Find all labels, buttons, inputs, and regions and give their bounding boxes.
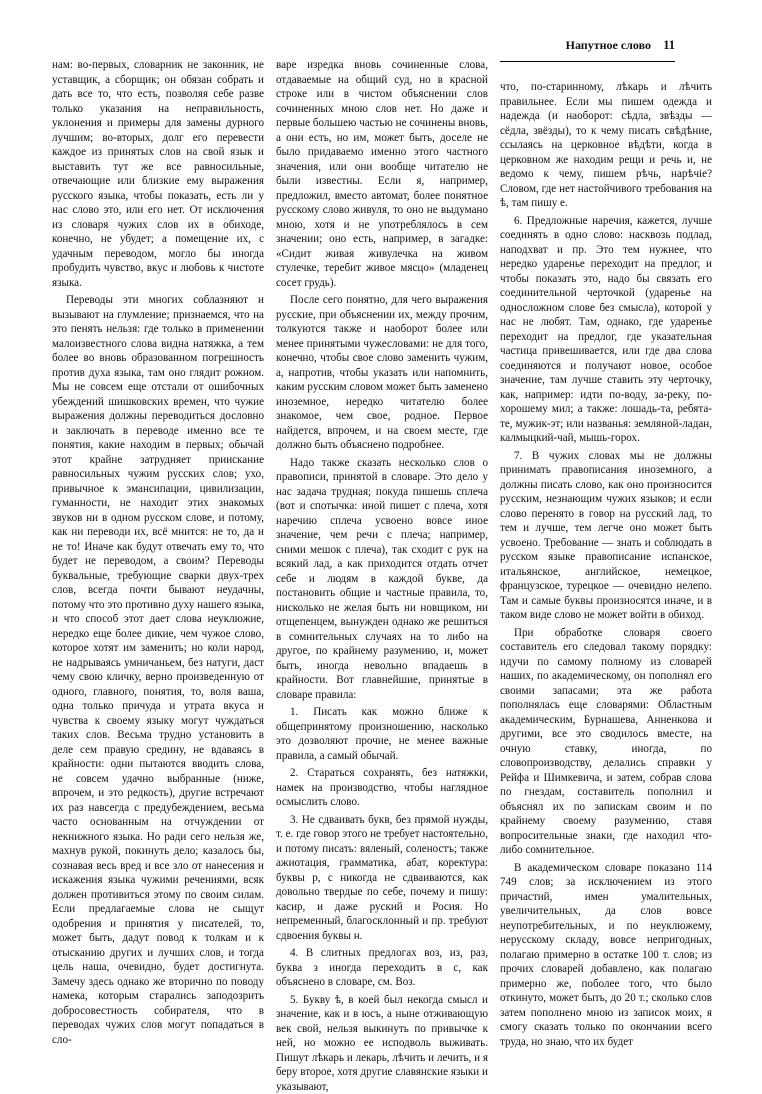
running-title: Напутное слово [566, 38, 651, 53]
paragraph: нам: во-первых, словарник не законник, не уставщик, а сборщик; он обязан собрать и дать все то, что есть, позволяя себе разве только указания на неправильность, уклонения и примеры для замены дурного лучшим; во-вторых, долг его перевести каждое из принятых слов на свой язык и выставить тут же все равносильные, отвечающие или близкие ему выражения русского языка, чтобы показать, есть ли у нас слово это, или его нет. От исключения из словаря чужих слов их в обиходе, конечно, не убудет; а помещение их, с удачным переводом, могло бы иногда пробудить чувство, вкус и любовь к чистоте языка. [52, 58, 264, 290]
paragraph: При обработке словаря своего составитель его следовал такому порядку: идучи по самому полному из словарей наших, по академическому, он пополнял его своими запасами; эта же работа пополнялась еще словарями: Областным академическим, Бурнашева, Анненкова и другими, все это сводилось вместе, на очную ставку, иногда, по словопроизводству, делались справки у Рейфа и Шимкевича, и затем, собрав слова по гнездам, составитель пополнил и объяснял их по запискам своим и по крайнему своему разумению, ставя вопросительные знаки, где находил что-либо сомнительное. [500, 626, 712, 858]
text-column-1 [52, 58, 264, 978]
paragraph: 2. Стараться сохранять, без натяжки, намек на производство, чтобы наглядное осмыслить слово. [276, 766, 488, 810]
paragraph: 3. Не сдваивать букв, без прямой нужды, т. е. где говор этого не требует настоятельно, и потому писать: вяленый, соленостъ; также ажиотация, грамматика, абат, коректура: буквы р, с никогда не сдваиваются, как довольно твердые по себе, почему и пишу: касир, и даже руский и Росия. Но непременный, благосклонный и пр. требуют сдвоения буквы н. [276, 813, 488, 944]
paragraph: 7. В чужих словах мы не должны принимать правописания иноземного, а должны писать слово, как оно произносится русским, незнающим чужих языков; и если слово перенято в говор на русский лад, то тем и лучше, тем легче оно может быть усвоено. Требование — знать и соблюдать в русском языке правописание испанское, итальянское, английское, немецкое, французское, турецкое — очевидно нелепо. Там и самые буквы произносятся иначе, и в таком виде слово не может войти в обиход. [500, 449, 712, 623]
text-column-3 [500, 80, 712, 980]
paragraph: 5. Букву ѣ, в коей был некогда смысл и значение, как и в юсъ, а ныне отживающую век свой, нельзя выкинуть по привычке к ней, но можно ее исподволь выживать. Пишут лѣкарь и лекарь, лѣчить и лечить, и я беру второе, хотя другие славянские языки и указывают, [276, 993, 488, 1094]
running-header [500, 38, 675, 58]
paragraph: После сего понятно, для чего выражения русские, при объяснении их, между прочим, толкуются также и наоборот более или менее принятыми чужесловами: не для того, конечно, чтобы свое слово заменить чужим, а, напротив, чтобы указать или напомнить, каким русским словом может быть заменено иноземное, нередко читателю более знакомое, чем свое, родное. Первое найдется, впрочем, и на своем месте, где должно быть объяснено подробнее. [276, 293, 488, 453]
header-rule [500, 61, 675, 62]
paragraph: варе изредка вновь сочиненные слова, отдаваемые на общий суд, но в красной строке или в чистом объяснении слов сочиненных мною слов нет. Но даже и первые большею частью не сочинены вновь, а они есть, но им, может быть, доселе не было придаваемо именно этого частного значения, или они вообще читателю не были известны. Если я, например, предложил, вместо автомат, более понятное русскому слово живуля, то оно не выдумано мною, хотя и не употреблялось в сем значении; оно есть, например, в загадке: «Сидит живая живулечка на живом стулечке, теребит живое мясцо» (младенец сосет грудь). [276, 58, 488, 290]
paragraph: В академическом словаре показано 114 749 слов; за исключением из этого причастий, имен умалительных, увеличительных, да слов вовсе неупотребительных, и по неуклюжему, нерусскому складу, вовсе непригодных, полагаю примерно в остатке 100 т. слов; из прочих словарей добавлено, как полагаю примерно же, поболее того, что было откинуто, может быть, до 20 т.; сколько слов затем пополнено мною из записок моих, я смогу сказать только по окончании всего труда, но знаю, что их будет [500, 861, 712, 1050]
paragraph: 4. В слитных предлогах воз, из, раз, буква з иногда переходить в с, как объяснено в словаре, см. Воз. [276, 946, 488, 990]
page-number: 11 [663, 38, 675, 53]
paragraph: Надо также сказать несколько слов о правописи, принятой в словаре. Это дело у нас задача трудная; покуда пишешь сплеча (вот и спотычка: иной пишет с плеча, хотя наречию сплеча усвоено вовсе иное значение, чем речи с плеча; например, сними мешок с плеча), так сходит с рук на всякий лад, а как приходится отдать отчет себе и людям в каждой букве, да постановить общие и частные правила, то, нисколько не желая быть ни новщиком, ни отщепенцем, вынужден однако же решиться в сомнительных случаях на то либо на другое, по крайнему разумению, и, может быть, иногда невольно впадаешь в крайности. Вот главнейшие, принятые в словаре правила: [276, 456, 488, 703]
paragraph: 1. Писать как можно ближе к общепринятому произношению, насколько это дозволяют прочие, не менее важные правила, а самый обычай. [276, 705, 488, 763]
paragraph: Переводы эти многих соблазняют и вызывают на глумление; признаемся, что на это пенять нельзя: где только в применении малоизвестного слова видна натяжка, а тем более во вновь образованном погрешность против духа языка, там оно глядит рожном. Мы не совсем еще отстали от ошибочных убеждений шишковских времен, что чужие выражения должны переводиться дословно и заключать в переводе именно все те понятия, какие находим в первых; обычай этот крайне затрудняет приискание равносильных чужим русских слов; ухо, привычное к эмансипации, цивилизации, гуманности, не находит этих знакомых звуков ни в одном русском слове, и потому, как ни переводи их, всё мнится: не то, да и не то! Иначе как будут отвечать ему то, что будет не переводом, а своим? Переводы буквальные, требующие сварки двух-трех слов, всегда почти бывают неудачны, потому что это противно духу нашего языка, и что способ этот дает слова неуклюжие, нередко еще более дикие, чем чужое слово, которое хотят им заменить; но коли народ, не надрываясь умничаньем, без натуги, даст чему свою кличку, верно произведенную от одного, главного, понятия, то, воля ваша, одна только причуда и утрата вкуса и чувства к своему языку могут чуждаться таких слов. Весьма трудно установить в деле сем правую средину, не вдаваясь в крайности: одни пытаются вводить слова, не совсем удачно выбранные (ниже, впрочем, и это редкость), другие встречают их раз навсегда с предубеждением, весьма часто основанным на отчуждении от некнижного языка. Но ради сего нельзя же, махнув рукой, покинуть дело; казалось бы, сознавая весь вред и все зло от нанесения и искажения языка чужими речениями, всяк должен противиться этому по своим силам. Если предлагаемые слова не сыщут одобрения и принятия у писателей, то, может быть, дадут повод к толкам и к отысканию других и лучших слов, и тогда цель наша, очевидно, будет достигнута. Замечу здесь однако же вторично по поводу намека, которым старались заподозрить добросовестность собирателя, что в переводах чужих слов могут попадаться в сло- [52, 293, 264, 1047]
paragraph: 6. Предложные наречия, кажется, лучше соединять в одно слово: насквозь подлад, наподхват и пр. Это тем нужнее, что нередко ударенье переходит на предлог, и чтобы показать это, надо бы связать его соединительной черточкой (ударенье на односложном слове без смысла), которой у нас не любят. Там, однако, где ударенье переходит на предлог, где указательная частица привешивается, или где два слова соединяются и получают новое, особое значение, там лучше ставить эту черточку, как, например: идти по-воду, за-реку, по-хорошему мил; а также: лошадь-та, ребята-те, мужик-эт; или названья: земляной-ладан, калмыцкий-чай, мышь-горох. [500, 214, 712, 446]
paragraph: что, по-старинному, лѣкарь и лѣчить правильнее. Если мы пишем одежда и надежда (и наоборот: сѣдла, звѣзды — сёдла, звёзды), то к чему писать свѣдѣние, ссылаясь на церковное вѣдѣти, когда в церковном же находим рещи и речь и, не ведомо к чему, пишем рѣчь, нарѣчіе? Словом, где нет настойчивого требования на ѣ, там пишу е. [500, 80, 712, 211]
text-column-2 [276, 58, 488, 978]
